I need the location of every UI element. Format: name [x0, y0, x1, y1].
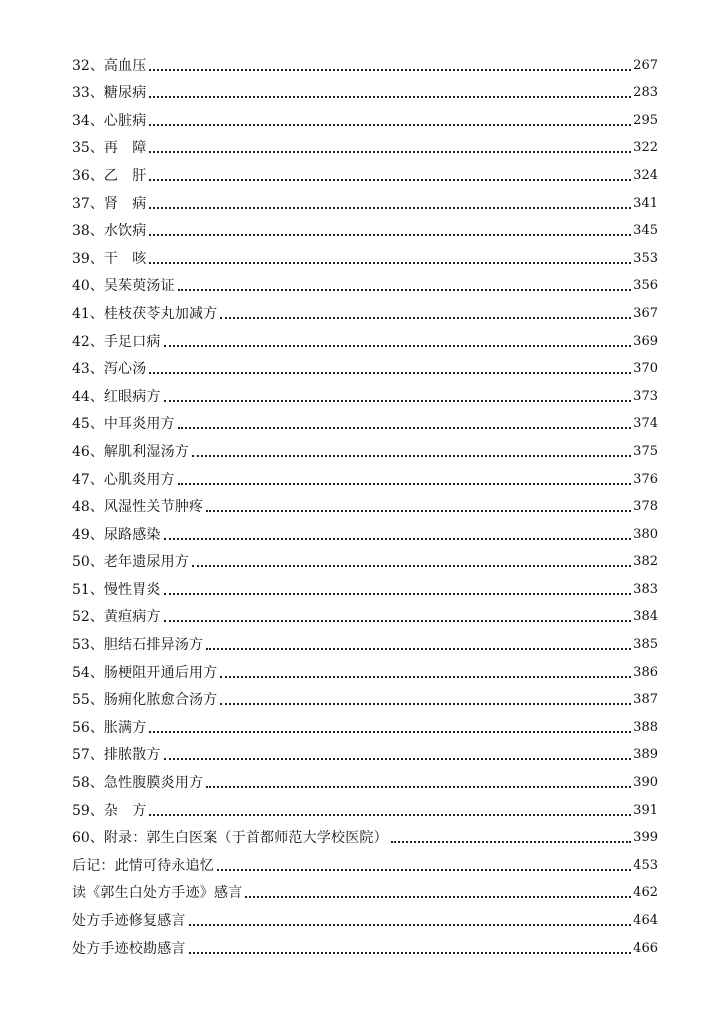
entry-page: 383	[633, 581, 658, 597]
dot-leader	[149, 207, 631, 209]
entry-page: 345	[633, 223, 658, 239]
entry-title: 尿路感染	[103, 526, 161, 543]
entry-number: 49、	[72, 526, 104, 543]
entry-title: 肠梗阻开通后用方	[103, 664, 218, 681]
dot-leader	[178, 289, 631, 291]
entry-number: 33、	[72, 85, 104, 102]
entry-page: 375	[633, 443, 658, 459]
entry-page: 373	[633, 388, 658, 404]
dot-leader	[149, 151, 631, 153]
entry-number: 38、	[72, 223, 104, 240]
dot-leader	[164, 345, 632, 347]
toc-entry	[72, 819, 658, 847]
entry-number: 59、	[72, 802, 104, 819]
entry-title: 糖尿病	[103, 85, 147, 102]
entry-title: 后记：此情可待永追忆	[72, 857, 214, 874]
toc-entry	[72, 543, 658, 571]
entry-page: 370	[633, 361, 658, 377]
toc-entry	[72, 625, 658, 653]
toc-entry	[72, 156, 658, 184]
entry-title: 杂 方	[103, 802, 147, 819]
toc-entry	[72, 74, 658, 102]
toc-entry	[72, 874, 658, 902]
entry-number: 54、	[72, 664, 104, 681]
dot-leader	[192, 565, 631, 567]
entry-title: 心脏病	[103, 112, 147, 129]
entry-page: 356	[633, 278, 658, 294]
entry-title: 再 障	[103, 140, 147, 157]
entry-number: 46、	[72, 443, 104, 460]
entry-number: 48、	[72, 499, 104, 516]
entry-title: 附录：郭生白医案（于首都师范大学校医院）	[103, 830, 388, 847]
toc-entry	[72, 763, 658, 791]
dot-leader	[189, 952, 632, 954]
toc-entry	[72, 570, 658, 598]
entry-page: 374	[633, 416, 658, 432]
entry-page: 367	[633, 305, 658, 321]
entry-title: 手足口病	[103, 333, 161, 350]
entry-page: 387	[633, 692, 658, 708]
entry-title: 桂枝茯苓丸加减方	[103, 305, 218, 322]
dot-leader	[206, 648, 631, 650]
entry-page: 341	[633, 195, 658, 211]
dot-leader	[149, 124, 631, 126]
toc-entry	[72, 267, 658, 295]
entry-number: 45、	[72, 416, 104, 433]
entry-page: 462	[633, 885, 658, 901]
toc-entry	[72, 101, 658, 129]
toc-entry	[72, 736, 658, 764]
entry-page: 391	[633, 802, 658, 818]
entry-number: 50、	[72, 554, 104, 571]
dot-leader	[149, 372, 631, 374]
dot-leader	[206, 786, 631, 788]
toc-entry	[72, 294, 658, 322]
toc-entry	[72, 212, 658, 240]
entry-page: 385	[633, 637, 658, 653]
toc-entry	[72, 377, 658, 405]
toc-entry	[72, 653, 658, 681]
entry-title: 中耳炎用方	[103, 416, 175, 433]
dot-leader	[149, 69, 631, 71]
toc-entry	[72, 184, 658, 212]
entry-title: 老年遗尿用方	[103, 554, 190, 571]
dot-leader	[149, 234, 631, 236]
dot-leader	[189, 924, 632, 926]
entry-number: 57、	[72, 747, 104, 764]
dot-leader	[164, 620, 632, 622]
toc-entry	[72, 681, 658, 709]
entry-number: 39、	[72, 250, 104, 267]
entry-title: 处方手迹校勘感言	[72, 940, 186, 957]
dot-leader	[217, 869, 631, 871]
entry-title: 心肌炎用方	[103, 471, 175, 488]
entry-page: 466	[633, 940, 658, 956]
entry-title: 泻心汤	[103, 361, 147, 378]
entry-title: 解肌利湿汤方	[103, 443, 190, 460]
dot-leader	[164, 538, 632, 540]
entry-number: 44、	[72, 388, 104, 405]
entry-title: 高血压	[103, 57, 147, 74]
entry-number: 34、	[72, 112, 104, 129]
entry-title: 吴茱萸汤证	[103, 278, 175, 295]
toc-entry	[72, 405, 658, 433]
toc-entry	[72, 901, 658, 929]
entry-number: 47、	[72, 471, 104, 488]
entry-title: 读《郭生白处方手迹》感言	[72, 885, 243, 902]
dot-leader	[164, 400, 632, 402]
entry-title: 处方手迹修复感言	[72, 913, 186, 929]
entry-page: 388	[633, 719, 658, 735]
entry-title: 肾 病	[103, 195, 147, 212]
entry-title: 干 咳	[103, 250, 147, 267]
entry-title: 黄疸病方	[103, 609, 161, 626]
dot-leader	[149, 96, 631, 98]
entry-number: 52、	[72, 609, 104, 626]
entry-page: 353	[633, 250, 658, 266]
entry-title: 排脓散方	[103, 747, 161, 764]
entry-number: 32、	[72, 57, 104, 74]
entry-title: 胆结石排异汤方	[103, 637, 204, 654]
entry-number: 35、	[72, 140, 104, 157]
dot-leader	[245, 896, 631, 898]
entry-number: 36、	[72, 167, 104, 184]
entry-number: 53、	[72, 637, 104, 654]
entry-page: 382	[633, 554, 658, 570]
entry-page: 295	[633, 112, 658, 128]
dot-leader	[164, 593, 632, 595]
entry-title: 红眼病方	[103, 388, 161, 405]
table-of-contents	[72, 46, 658, 957]
toc-entry	[72, 432, 658, 460]
toc-entry	[72, 929, 658, 957]
dot-leader	[178, 483, 631, 485]
dot-leader	[149, 262, 631, 264]
dot-leader	[178, 427, 631, 429]
toc-entry	[72, 515, 658, 543]
dot-leader	[220, 703, 631, 705]
entry-number: 42、	[72, 333, 104, 350]
toc-entry	[72, 598, 658, 626]
dot-leader	[220, 317, 631, 319]
entry-page: 267	[633, 57, 658, 73]
dot-leader	[391, 841, 631, 843]
dot-leader	[192, 455, 631, 457]
entry-page: 324	[633, 167, 658, 183]
entry-page: 386	[633, 664, 658, 680]
entry-number: 51、	[72, 581, 104, 598]
entry-page: 378	[633, 499, 658, 515]
toc-entry	[72, 129, 658, 157]
toc-entry	[72, 46, 658, 74]
entry-page: 399	[633, 830, 658, 846]
entry-title: 肠痈化脓愈合汤方	[103, 692, 218, 709]
dot-leader	[220, 676, 631, 678]
toc-entry	[72, 708, 658, 736]
entry-page: 464	[633, 913, 658, 928]
entry-page: 390	[633, 775, 658, 791]
toc-entry	[72, 350, 658, 378]
dot-leader	[164, 758, 632, 760]
entry-page: 380	[633, 526, 658, 542]
entry-title: 水饮病	[103, 223, 147, 240]
toc-entry	[72, 322, 658, 350]
entry-page: 322	[633, 140, 658, 156]
dot-leader	[149, 179, 631, 181]
entry-number: 55、	[72, 692, 104, 709]
entry-title: 风湿性关节肿疼	[103, 499, 204, 516]
entry-number: 56、	[72, 719, 104, 736]
entry-title: 胀满方	[103, 719, 147, 736]
dot-leader	[149, 814, 631, 816]
entry-page: 283	[633, 85, 658, 101]
entry-number: 60、	[72, 830, 104, 847]
toc-entry	[72, 460, 658, 488]
toc-entry	[72, 791, 658, 819]
entry-number: 41、	[72, 305, 104, 322]
entry-page: 384	[633, 609, 658, 625]
entry-page: 389	[633, 747, 658, 763]
entry-number: 40、	[72, 278, 104, 295]
entry-page: 369	[633, 333, 658, 349]
dot-leader	[149, 731, 631, 733]
entry-title: 乙 肝	[103, 167, 147, 184]
entry-number: 43、	[72, 361, 104, 378]
entry-title: 慢性胃炎	[103, 581, 161, 598]
entry-page: 376	[633, 471, 658, 487]
dot-leader	[206, 510, 631, 512]
entry-number: 37、	[72, 195, 104, 212]
entry-number: 58、	[72, 775, 104, 792]
entry-title: 急性腹膜炎用方	[103, 775, 204, 792]
toc-entry	[72, 488, 658, 516]
toc-entry	[72, 846, 658, 874]
entry-page: 453	[633, 857, 658, 873]
toc-entry	[72, 239, 658, 267]
